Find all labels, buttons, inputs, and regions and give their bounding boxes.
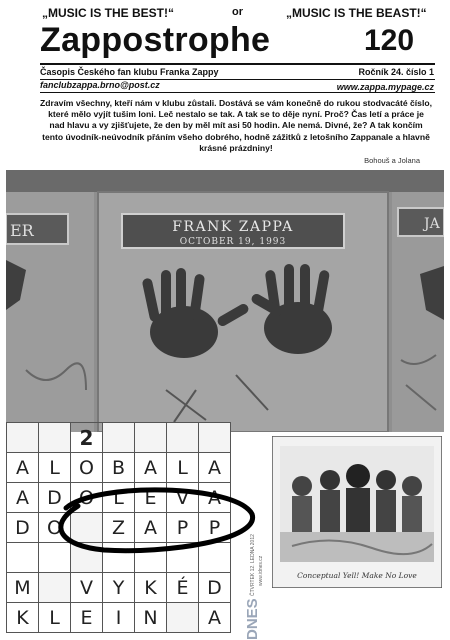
crossword-cell: V xyxy=(71,573,103,603)
volume-info: Ročník 24. číslo 1 xyxy=(358,67,434,77)
crossword-cell: L xyxy=(103,483,135,513)
magazine-subtitle: Časopis Českého fan klubu Franka Zappy xyxy=(40,67,219,77)
intro-signature: Bohouš a Jolana xyxy=(364,156,420,165)
crossword-cell: A xyxy=(199,483,231,513)
crossword-cell: A xyxy=(7,483,39,513)
crossword-cell: M xyxy=(7,573,39,603)
crossword-cell: O xyxy=(71,453,103,483)
crossword-cell: L xyxy=(39,603,71,633)
crossword-cell: A xyxy=(7,453,39,483)
header-rule-top xyxy=(40,63,435,65)
crossword-cell: A xyxy=(199,453,231,483)
newspaper-brand: DNES xyxy=(244,598,261,640)
slogan-right: „MUSIC IS THE BEAST!“ xyxy=(286,6,427,20)
slogan-left: „MUSIC IS THE BEST!“ xyxy=(42,6,175,20)
crossword-cell: A xyxy=(135,513,167,543)
crossword-cell: P xyxy=(199,513,231,543)
crossword-cell: I xyxy=(103,603,135,633)
plaque-date: OCTOBER 19, 1993 xyxy=(179,237,287,247)
right-plaque-fragment: JA xyxy=(424,216,440,232)
crossword-cell: P xyxy=(167,513,199,543)
crossword-cell: D xyxy=(39,483,71,513)
crossword-cell: É xyxy=(167,573,199,603)
plaque-name: FRANK ZAPPA xyxy=(172,219,294,235)
newspaper-date: ČTVRTEK 12. LEDNA 2012 xyxy=(250,534,256,596)
slogan-or: or xyxy=(232,6,243,18)
crossword-cell: O xyxy=(71,483,103,513)
zappa-circle-mark xyxy=(6,422,256,640)
crossword-clipping xyxy=(6,422,256,640)
email-address: fanclubzappa.brno@post.cz xyxy=(40,80,160,90)
crossword-cell: D xyxy=(7,513,39,543)
header-rule-bottom xyxy=(40,92,435,93)
website-url: www.zappa.mypage.cz xyxy=(336,82,434,92)
crossword-cell: K xyxy=(135,573,167,603)
crossword-cell: A xyxy=(135,453,167,483)
crossword-cell: Z xyxy=(103,513,135,543)
handprint-photo xyxy=(6,170,444,432)
album-cover xyxy=(272,436,442,588)
crossword-cell: L xyxy=(39,453,71,483)
crossword-cell: Y xyxy=(103,573,135,603)
crossword-cell: V xyxy=(167,483,199,513)
newspaper-strip xyxy=(232,436,270,640)
crossword-cell: N xyxy=(135,603,167,633)
newspaper-url: www.idnes.cz xyxy=(258,555,264,586)
album-caption: Conceptual Yell! Make No Love xyxy=(297,571,417,580)
crossword-cell: D xyxy=(199,573,231,603)
crossword-cell: K xyxy=(7,603,39,633)
crossword-cell: O xyxy=(39,513,71,543)
crossword-cell: A xyxy=(199,603,231,633)
crossword-cell: E xyxy=(135,483,167,513)
crossword-cell: L xyxy=(167,453,199,483)
crossword-cell: E xyxy=(71,603,103,633)
handprint-photo-image xyxy=(6,170,444,432)
masthead-title: Zappostrophe xyxy=(40,21,271,59)
left-plaque-fragment: ER xyxy=(10,221,34,240)
crossword-cell: 2 xyxy=(71,423,103,453)
crossword-cell: B xyxy=(103,453,135,483)
issue-number: 120 xyxy=(364,24,415,57)
album-cover-image xyxy=(272,436,442,588)
intro-paragraph: Zdravím všechny, kteří nám v klubu zůstali. Dostává se vám konečně do rukou stodvacáté číslo, které mělo vyjít tušim loni. Leč nestalo se tak. A tak se to děje nyní. Proč? Čas letí a práce je nad hlavu a vy zjišťujete, že den by měl mít asi 50 hodin. Ale nemá. Divné, že? A tak končím tento úvodník-neúvodník přáním všeho dobrého, hodně zážitků z letošního Zappanale a hlavně krásné prázdniny! xyxy=(40,98,432,153)
